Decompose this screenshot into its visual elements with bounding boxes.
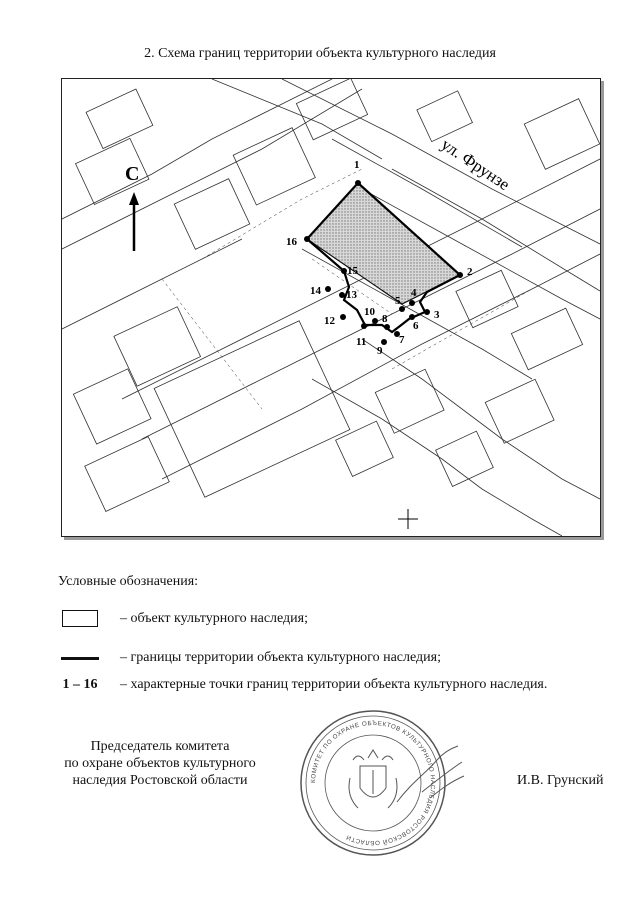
point-label-12: 12 (324, 315, 335, 327)
legend-item-boundary (58, 650, 441, 666)
point-label-16: 16 (286, 236, 297, 248)
point-label-6: 6 (413, 320, 419, 332)
legend-text-points: – характерные точки границ территории объекта культурного наследия. (120, 677, 548, 692)
legend-item-object (58, 610, 308, 627)
coat-of-arms-icon (349, 750, 397, 808)
seal-outer-text: КОМИТЕТ ПО ОХРАНЕ ОБЪЕКТОВ КУЛЬТУРНОГО НАСЛЕДИЯ РОСТОВСКОЙ ОБЛАСТИ (309, 719, 437, 847)
boundary-point-16 (304, 236, 310, 242)
point-label-11: 11 (356, 336, 367, 348)
signatory-name: И.В. Грунский (517, 773, 604, 788)
boundary-line-symbol (61, 657, 99, 660)
point-label-7: 7 (399, 334, 405, 346)
point-label-4: 4 (411, 287, 417, 299)
point-label-9: 9 (377, 345, 383, 357)
handwritten-signature (392, 742, 472, 812)
points-range-symbol: 1 – 16 (62, 677, 98, 692)
boundary-point-3 (424, 309, 430, 315)
boundary-point-12 (340, 314, 346, 320)
point-label-13: 13 (346, 289, 357, 301)
north-label: С (125, 163, 140, 185)
boundary-point-11 (361, 323, 367, 329)
signatory-position (45, 738, 275, 789)
boundary-point-2 (457, 272, 463, 278)
point-label-3: 3 (434, 309, 440, 321)
survey-cross-icon (398, 509, 418, 529)
point-label-10: 10 (364, 306, 375, 318)
position-line-3: наследия Ростовской области (72, 773, 248, 788)
legend-text-object: – объект культурного наследия; (120, 610, 308, 626)
north-arrow-icon (129, 192, 139, 251)
boundary-point-1 (355, 180, 361, 186)
legend-text-boundary: – границы территории объекта культурного наследия; (120, 650, 441, 665)
legend-title: Условные обозначения: (58, 574, 199, 589)
point-label-2: 2 (467, 266, 473, 278)
boundary-point-14 (325, 286, 331, 292)
legend-item-points (58, 677, 547, 693)
map-background-lines (62, 79, 600, 536)
point-label-1: 1 (354, 159, 360, 171)
object-rectangle-symbol (62, 610, 98, 627)
site-plan-map (61, 78, 601, 537)
boundary-point-13 (339, 292, 345, 298)
street-label: ул. Фрунзе (437, 134, 514, 195)
position-line-1: Председатель комитета (90, 739, 230, 754)
position-line-2: по охране объектов культурного (64, 756, 256, 771)
point-label-8: 8 (382, 313, 388, 325)
boundary-point-10 (372, 318, 378, 324)
page-title: 2. Схема границ территории объекта культурного наследия (144, 46, 496, 61)
boundary-point-4 (409, 300, 415, 306)
point-label-14: 14 (310, 285, 321, 297)
point-label-5: 5 (395, 295, 401, 307)
point-label-15: 15 (347, 265, 358, 277)
